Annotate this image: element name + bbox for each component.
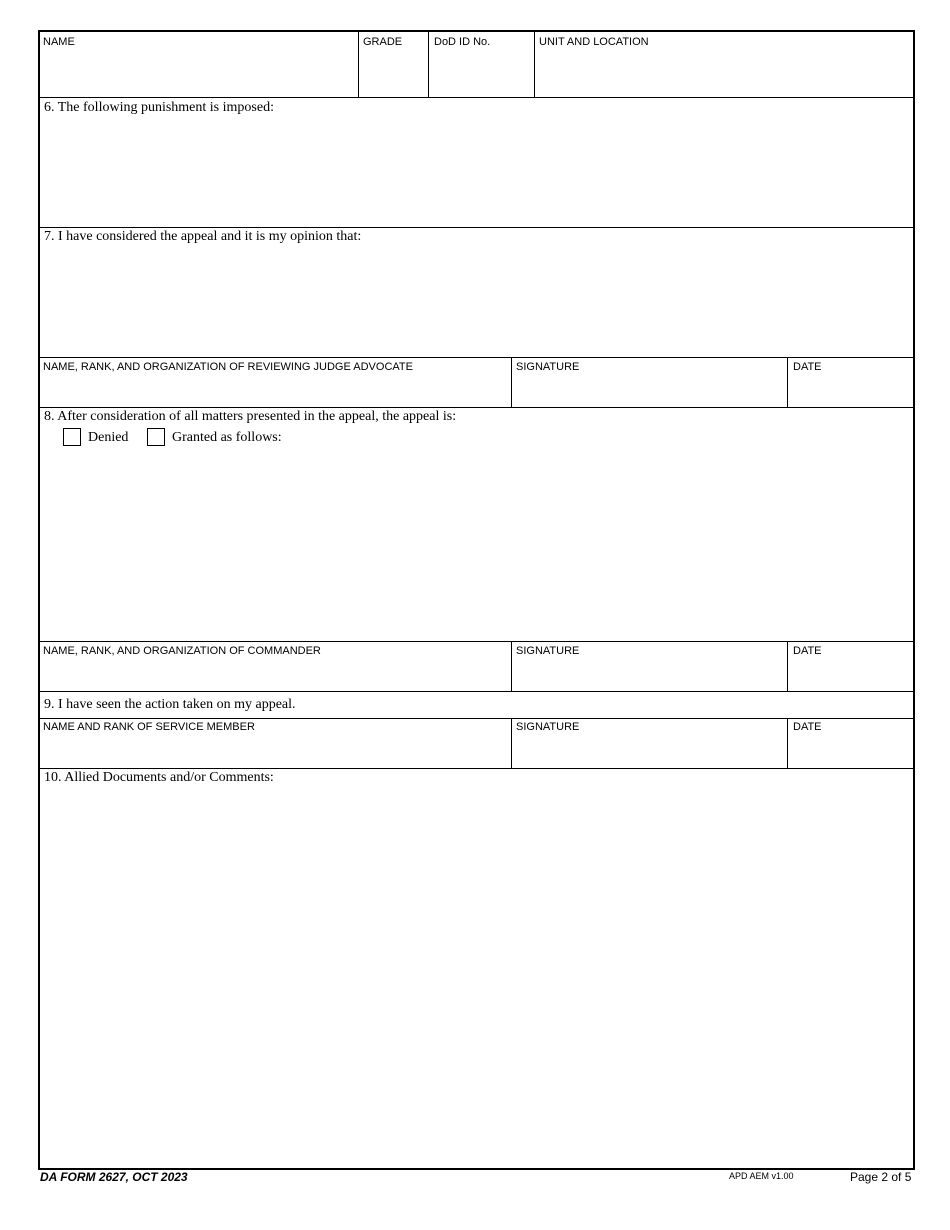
page-number: Page 2 of 5 [850, 1170, 912, 1184]
comments-field[interactable] [40, 790, 913, 1166]
commander-date-label: DATE [793, 645, 822, 657]
member-signature-field[interactable] [512, 734, 787, 767]
item10-label: 10. Allied Documents and/or Comments: [44, 770, 274, 785]
grade-field[interactable] [359, 48, 428, 96]
reviewer-date-field[interactable] [788, 374, 913, 406]
commander-signature-field[interactable] [512, 658, 787, 690]
reviewer-signature-field[interactable] [512, 374, 787, 406]
member-signature-label: SIGNATURE [516, 721, 580, 733]
reviewer-name-field[interactable] [40, 374, 511, 406]
item8-label: 8. After consideration of all matters presented in the appeal, the appeal is: [44, 409, 457, 424]
member-name-label: NAME AND RANK OF SERVICE MEMBER [43, 721, 255, 733]
granted-details-field[interactable] [40, 450, 913, 640]
form-identifier: DA FORM 2627, OCT 2023 [40, 1170, 188, 1184]
denied-label: Denied [88, 430, 129, 445]
unit-location-field[interactable] [535, 48, 913, 96]
form-page [38, 30, 915, 1170]
member-date-label: DATE [793, 721, 822, 733]
member-date-field[interactable] [788, 734, 913, 767]
version-label: APD AEM v1.00 [729, 1171, 794, 1181]
reviewer-name-label: NAME, RANK, AND ORGANIZATION OF REVIEWING JUDGE ADVOCATE [43, 361, 413, 373]
name-label: NAME [43, 36, 75, 48]
grade-label: GRADE [363, 36, 403, 48]
commander-signature-label: SIGNATURE [516, 645, 580, 657]
reviewer-date-label: DATE [793, 361, 822, 373]
commander-name-field[interactable] [40, 658, 511, 690]
opinion-field[interactable] [40, 247, 913, 355]
granted-checkbox[interactable] [147, 428, 165, 446]
member-name-field[interactable] [40, 734, 511, 767]
item6-label: 6. The following punishment is imposed: [44, 100, 274, 115]
reviewer-signature-label: SIGNATURE [516, 361, 580, 373]
unit-location-label: UNIT AND LOCATION [539, 36, 649, 48]
denied-checkbox[interactable] [63, 428, 81, 446]
name-field[interactable] [40, 48, 358, 96]
commander-date-field[interactable] [788, 658, 913, 690]
dodid-label: DoD ID No. [434, 36, 491, 48]
item9-label: 9. I have seen the action taken on my appeal. [44, 697, 296, 712]
granted-label: Granted as follows: [172, 430, 282, 445]
punishment-field[interactable] [40, 118, 913, 226]
commander-name-label: NAME, RANK, AND ORGANIZATION OF COMMANDER [43, 645, 321, 657]
dodid-field[interactable] [429, 48, 534, 96]
item7-label: 7. I have considered the appeal and it is my opinion that: [44, 229, 362, 244]
